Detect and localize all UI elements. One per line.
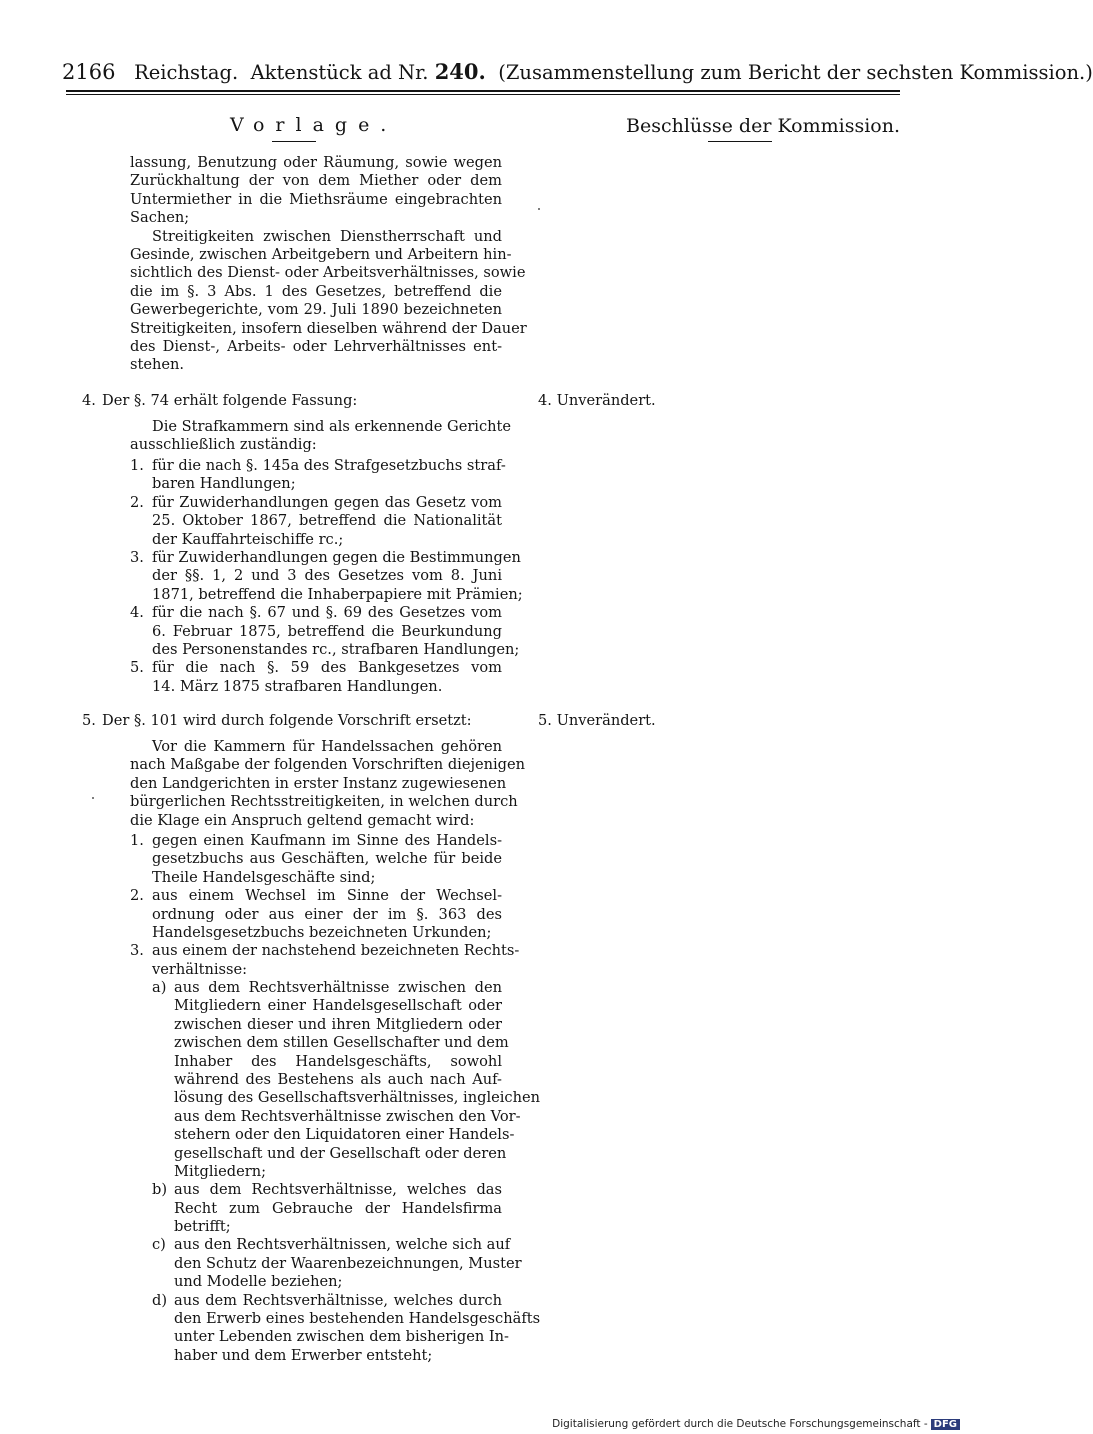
section-4-commission-decision: 4. Unverändert. bbox=[538, 392, 656, 409]
text-line: aus dem Rechtsverhältnisse, welches durch bbox=[174, 1291, 502, 1309]
running-header bbox=[62, 58, 1093, 90]
section-5-sublist bbox=[152, 979, 541, 1365]
item-number: 4. bbox=[130, 604, 144, 622]
intro-paragraph bbox=[130, 154, 527, 375]
right-column-heading: Beschlüsse der Kommission. bbox=[626, 115, 900, 137]
text-line: aus dem Rechtsverhältnisse zwischen den Vor- bbox=[174, 1107, 521, 1125]
scan-speck bbox=[538, 208, 540, 210]
list-item bbox=[130, 604, 520, 659]
list-item bbox=[130, 548, 523, 604]
sub-list-item bbox=[152, 1181, 502, 1236]
digitization-footer bbox=[552, 1418, 960, 1430]
item-number: 3. bbox=[130, 548, 144, 566]
section-5-commission-decision: 5. Unverändert. bbox=[538, 712, 656, 729]
header-rule-thin bbox=[66, 94, 900, 95]
text-line: sichtlich des Dienst- oder Arbeitsverhältnisses, sowie bbox=[130, 264, 526, 282]
text-line: den Landgerichten in erster Instanz zugewiesenen bbox=[130, 774, 507, 792]
sub-item-letter: a) bbox=[152, 979, 167, 996]
sub-item-letter: d) bbox=[152, 1291, 168, 1309]
text-line: 14. März 1875 strafbaren Handlungen. bbox=[152, 677, 443, 695]
text-line: aus einem Wechsel im Sinne der Wechsel- bbox=[152, 887, 502, 905]
publication-name: Reichstag. bbox=[134, 61, 239, 84]
text-line: und Modelle beziehen; bbox=[174, 1273, 343, 1291]
text-line: Gesinde, zwischen Arbeitgebern und Arbeitern hin- bbox=[130, 245, 512, 263]
list-item bbox=[130, 832, 502, 887]
section-4-list bbox=[130, 457, 523, 696]
text-line: zwischen dem stillen Gesellschafter und dem bbox=[174, 1034, 509, 1052]
section-heading-text: Der §. 74 erhält folgende Fassung: bbox=[102, 392, 358, 409]
text-line: gesetzbuchs aus Geschäften, welche für beide bbox=[152, 850, 502, 868]
text-line: der Kauffahrteischiffe rc.; bbox=[152, 530, 344, 548]
text-line: den Schutz der Waarenbezeichnungen, Muster bbox=[174, 1254, 522, 1272]
section-number: 5. bbox=[82, 712, 96, 729]
text-line: aus dem Rechtsverhältnisse zwischen den bbox=[174, 979, 502, 996]
text-line: haber und dem Erwerber entsteht; bbox=[174, 1346, 433, 1364]
item-number: 2. bbox=[130, 493, 144, 511]
text-line: nach Maßgabe der folgenden Vorschriften diejenigen bbox=[130, 756, 526, 774]
document-number: 240. bbox=[434, 59, 486, 84]
text-line: Mitgliedern; bbox=[174, 1162, 267, 1180]
text-line: Handelsgesetzbuchs bezeichneten Urkunden; bbox=[152, 923, 492, 941]
text-line: Vor die Kammern für Handelssachen gehören bbox=[152, 738, 502, 755]
text-line: aus dem Rechtsverhältnisse, welches das bbox=[174, 1181, 502, 1199]
text-line: Sachen; bbox=[130, 209, 190, 227]
list-item bbox=[130, 659, 502, 696]
text-line: während des Bestehens als auch nach Auf- bbox=[174, 1070, 502, 1088]
text-line: stehern oder den Liquidatoren einer Handels- bbox=[174, 1126, 515, 1144]
section-number: 4. bbox=[82, 392, 96, 409]
text-line: die im §. 3 Abs. 1 des Gesetzes, betreffend die bbox=[130, 282, 502, 300]
sub-item-letter: c) bbox=[152, 1236, 166, 1254]
sub-list-item bbox=[152, 1291, 541, 1366]
text-line: Mitgliedern einer Handelsgesellschaft oder bbox=[174, 997, 502, 1015]
item-number: 2. bbox=[130, 887, 144, 905]
text-line: lassung, Benutzung oder Räumung, sowie wegen bbox=[130, 154, 502, 171]
section-heading-text: Der §. 101 wird durch folgende Vorschrift ersetzt: bbox=[102, 712, 472, 729]
text-line: stehen. bbox=[130, 356, 185, 374]
text-line: des Dienst-, Arbeits- oder Lehrverhältnisses ent- bbox=[130, 337, 502, 355]
list-item bbox=[130, 457, 506, 494]
section-5-heading bbox=[82, 712, 472, 730]
sub-list-item bbox=[152, 979, 541, 1181]
header-subtitle: (Zusammenstellung zum Bericht der sechsten Kommission.) bbox=[498, 61, 1093, 84]
text-line: für die nach §. 67 und §. 69 des Gesetzes vom bbox=[152, 604, 502, 622]
text-line: 6. Februar 1875, betreffend die Beurkundung bbox=[152, 622, 502, 640]
list-item bbox=[130, 887, 502, 942]
sub-item-letter: b) bbox=[152, 1181, 168, 1199]
section-5-list bbox=[130, 832, 520, 979]
text-line: den Erwerb eines bestehenden Handelsgeschäfts bbox=[174, 1310, 541, 1328]
text-line: baren Handlungen; bbox=[152, 475, 296, 493]
left-heading-rule bbox=[272, 141, 316, 142]
text-line: für die nach §. 145a des Strafgesetzbuchs straf- bbox=[152, 457, 506, 474]
text-line: Inhaber des Handelsgeschäfts, sowohl bbox=[174, 1052, 502, 1070]
text-line: Theile Handelsgeschäfte sind; bbox=[152, 868, 376, 886]
text-line: betrifft; bbox=[174, 1218, 231, 1236]
right-heading-rule bbox=[708, 141, 772, 142]
text-line: der §§. 1, 2 und 3 des Gesetzes vom 8. Juni bbox=[152, 567, 502, 585]
text-line: gesellschaft und der Gesellschaft oder deren bbox=[174, 1144, 507, 1162]
item-number: 3. bbox=[130, 942, 144, 960]
section-4-heading bbox=[82, 392, 357, 410]
header-rule-thick bbox=[66, 90, 900, 92]
list-item bbox=[130, 494, 502, 549]
text-line: zwischen dieser und ihren Mitgliedern oder bbox=[174, 1015, 502, 1033]
text-line: die Klage ein Anspruch geltend gemacht wird: bbox=[130, 811, 475, 829]
text-line: des Personenstandes rc., strafbaren Handlungen; bbox=[152, 640, 520, 658]
text-line: aus einem der nachstehend bezeichneten Rechts- bbox=[152, 942, 520, 960]
dfg-logo: DFG bbox=[931, 1419, 960, 1430]
left-column-heading: Vorlage. bbox=[230, 114, 398, 136]
sub-list-item bbox=[152, 1236, 522, 1291]
text-line: bürgerlichen Rechtsstreitigkeiten, in welchen durch bbox=[130, 793, 518, 811]
text-line: 25. Oktober 1867, betreffend die Nationalität bbox=[152, 512, 502, 530]
text-line: ausschließlich zuständig: bbox=[130, 436, 317, 454]
item-number: 1. bbox=[130, 457, 144, 474]
text-line: 1871, betreffend die Inhaberpapiere mit Prämien; bbox=[152, 585, 523, 603]
text-line: verhältnisse: bbox=[152, 960, 248, 978]
page-number: 2166 bbox=[62, 60, 116, 84]
text-line: ordnung oder aus einer der im §. 363 des bbox=[152, 905, 502, 923]
list-item bbox=[130, 942, 520, 979]
text-line: aus den Rechtsverhältnissen, welche sich auf bbox=[174, 1236, 511, 1254]
scan-speck bbox=[92, 797, 94, 799]
text-line: für Zuwiderhandlungen gegen das Gesetz vom bbox=[152, 493, 502, 511]
text-line: gegen einen Kaufmann im Sinne des Handels- bbox=[152, 832, 502, 849]
text-line: Gewerbegerichte, vom 29. Juli 1890 bezeichneten bbox=[130, 301, 502, 319]
text-line: lösung des Gesellschaftsverhältnisses, ingleichen bbox=[174, 1089, 541, 1107]
document-ref: Aktenstück ad Nr. bbox=[250, 61, 429, 84]
text-line: Recht zum Gebrauche der Handelsfirma bbox=[174, 1199, 502, 1217]
section-4-intro bbox=[130, 418, 512, 455]
item-number: 5. bbox=[130, 659, 144, 677]
footer-text: Digitalisierung gefördert durch die Deutsche Forschungsgemeinschaft - bbox=[552, 1418, 928, 1430]
text-line: für die nach §. 59 des Bankgesetzes vom bbox=[152, 659, 502, 677]
text-line: unter Lebenden zwischen dem bisherigen In- bbox=[174, 1328, 509, 1346]
section-5-intro bbox=[130, 738, 526, 830]
text-line: Streitigkeiten, insofern dieselben während der Dauer bbox=[130, 319, 527, 337]
text-line: Streitigkeiten zwischen Dienstherrschaft und bbox=[152, 227, 502, 245]
text-line: Zurückhaltung der von dem Miether oder dem bbox=[130, 172, 502, 190]
text-line: Untermiether in die Miethsräume eingebrachten bbox=[130, 190, 502, 208]
item-number: 1. bbox=[130, 832, 144, 849]
text-line: für Zuwiderhandlungen gegen die Bestimmungen bbox=[152, 548, 521, 566]
text-line: Die Strafkammern sind als erkennende Gerichte bbox=[152, 418, 512, 435]
